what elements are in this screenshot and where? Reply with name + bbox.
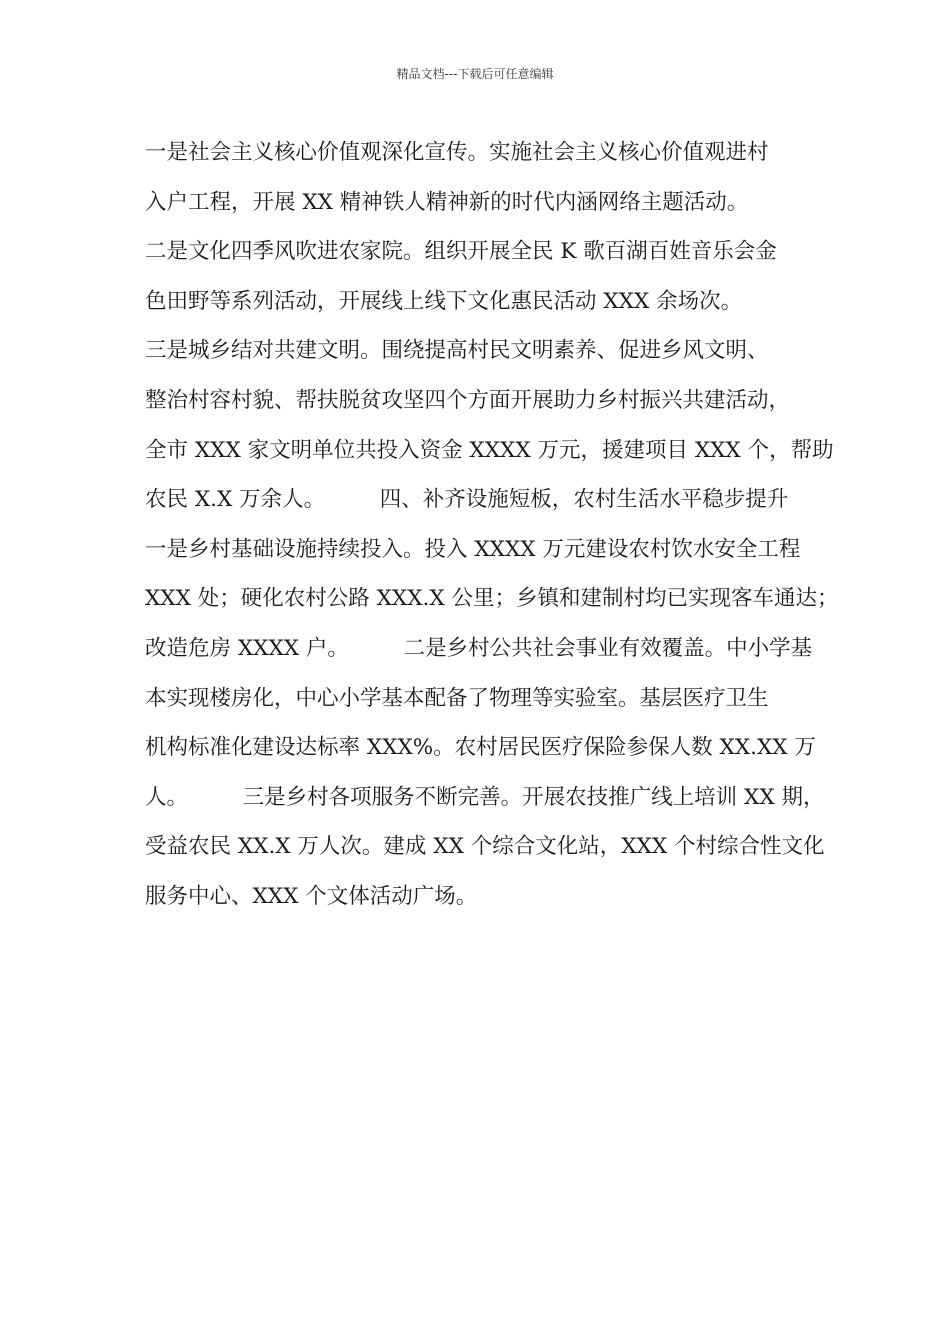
text-line: 受益农民 XX.X 万人次。建成 XX 个综合文化站，XXX 个村综合性文化 — [145, 834, 825, 860]
text-line: 三是城乡结对共建文明。围绕提高村民文明素养、促进乡风文明、 — [145, 338, 769, 364]
text-line: 全市 XXX 家文明单位共投入资金 XXXX 万元，援建项目 XXX 个，帮助 — [145, 437, 834, 463]
text-line: 改造危房 XXXX 户。 二是乡村公共社会事业有效覆盖。中小学基 — [145, 635, 813, 661]
text-line: 机构标准化建设达标率 XXX%。农村居民医疗保险参保人数 XX.XX 万 — [145, 735, 816, 761]
page-header: 精品文档---下载后可任意编辑 — [396, 67, 554, 81]
text-line: 人。 三是乡村各项服务不断完善。开展农技推广线上培训 XX 期， — [145, 784, 825, 810]
text-line: 本实现楼房化，中心小学基本配备了物理等实验室。基层医疗卫生 — [145, 685, 769, 711]
text-line: 一是乡村基础设施持续投入。投入 XXXX 万元建设农村饮水安全工程 — [145, 536, 801, 562]
text-line: 农民 X.X 万余人。 四、补齐设施短板，农村生活水平稳步提升 — [145, 487, 789, 513]
text-line: XXX 处；硬化农村公路 XXX.X 公里；乡镇和建制村均已实现客车通达； — [145, 586, 839, 612]
text-line: 服务中心、XXX 个文体活动广场。 — [145, 883, 478, 909]
text-line: 一是社会主义核心价值观深化宣传。实施社会主义核心价值观进村 — [145, 140, 769, 165]
text-line: 入户工程，开展 XX 精神铁人精神新的时代内涵网络主题活动。 — [145, 189, 749, 215]
text-line: 色田野等系列活动，开展线上线下文化惠民活动 XXX 余场次。 — [145, 288, 743, 314]
document-body — [145, 128, 839, 922]
text-line: 二是文化四季风吹进农家院。组织开展全民 K 歌百湖百姓音乐会金 — [145, 239, 777, 265]
text-line: 整治村容村貌、帮扶脱贫攻坚四个方面开展助力乡村振兴共建活动， — [145, 387, 791, 413]
